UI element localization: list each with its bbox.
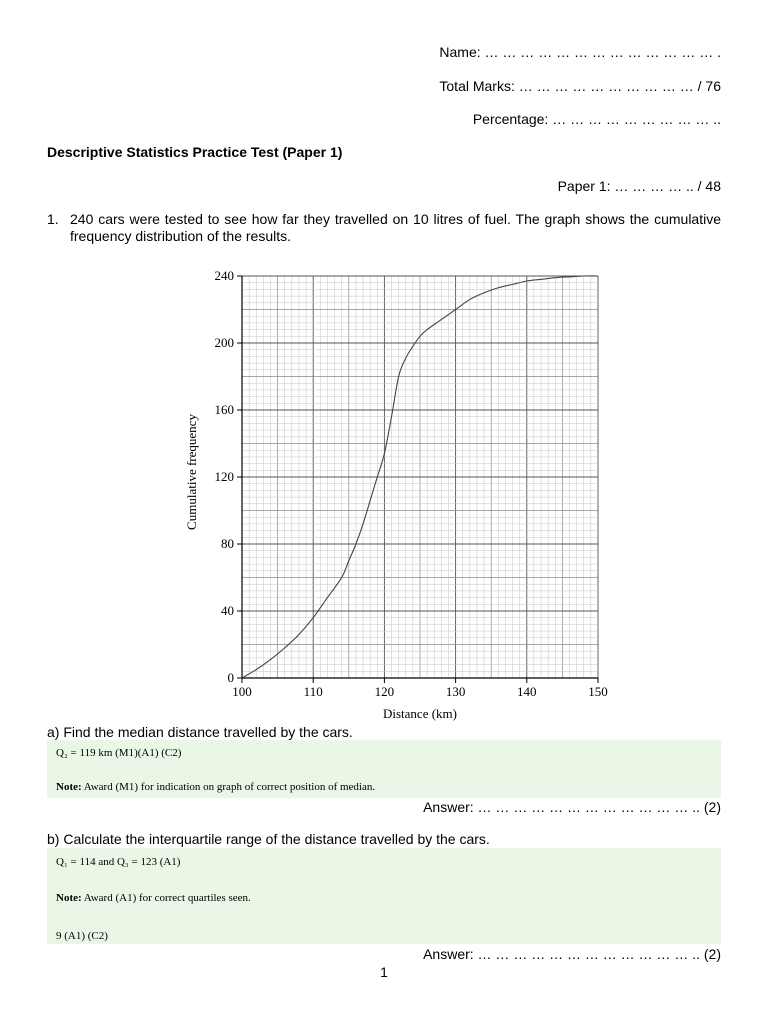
page-number: 1 [380,964,388,980]
part-b-note-text: Award (A1) for correct quartiles seen. [81,892,251,904]
part-b-working: Q₁ = 114 and Q₃ = 123 (A1) [56,856,181,868]
question-1-number: 1. [47,211,59,227]
part-a-markscheme [47,740,721,798]
part-a-note [56,781,375,793]
y-tick-label: 0 [227,670,234,685]
y-tick-label: 200 [214,335,234,350]
y-axis-label: Cumulative frequency [184,414,199,530]
part-b-answer-line: Answer: … … … … … … … … … … … … .. (2) [423,946,721,962]
x-axis-label: Distance (km) [382,706,458,721]
y-tick-label: 120 [214,469,234,484]
part-a-note-label: Note: [56,781,82,793]
x-tick-labels [232,678,608,699]
y-tick-label: 80 [221,536,234,551]
percentage-line: Percentage: … … … … … … … … … .. [472,111,721,127]
part-a-answer-line: Answer: … … … … … … … … … … … … .. (2) [423,799,721,815]
paper-marks-line: Paper 1: … … … … .. / 48 [557,178,721,194]
x-tick-label: 150 [588,684,608,699]
part-b-markscheme [47,848,721,944]
x-tick-label: 110 [303,684,323,699]
part-b-note [56,892,251,904]
x-tick-label: 130 [445,684,466,699]
x-tick-label: 140 [517,684,537,699]
page-title: Descriptive Statistics Practice Test (Paper 1) [47,144,343,160]
part-b-result: 9 (A1) (C2) [56,930,108,942]
total-marks-line: Total Marks: … … … … … … … … … … / 76 [439,78,721,94]
part-b-note-label: Note: [56,892,82,904]
name-field-line: Name: … … … … … … … … … … … … … . [439,44,721,60]
question-1-text: 240 cars were tested to see how far they travelled on 10 litres of fuel. The graph shows the cumulative frequency distribution of the results. [70,211,721,244]
x-tick-label: 120 [374,684,395,699]
part-a-question: a) Find the median distance travelled by the cars. [47,724,353,740]
cumulative-frequency-chart [180,262,620,724]
y-tick-label: 40 [221,603,234,618]
y-tick-label: 240 [214,268,234,283]
x-tick-label: 100 [232,684,252,699]
y-tick-label: 160 [214,402,234,417]
part-a-working: Q₂ = 119 km (M1)(A1) (C2) [56,747,182,759]
part-a-note-text: Award (M1) for indication on graph of correct position of median. [81,781,376,793]
question-1 [47,211,721,245]
part-b-question: b) Calculate the interquartile range of the distance travelled by the cars. [47,831,490,847]
y-tick-labels [215,268,243,685]
